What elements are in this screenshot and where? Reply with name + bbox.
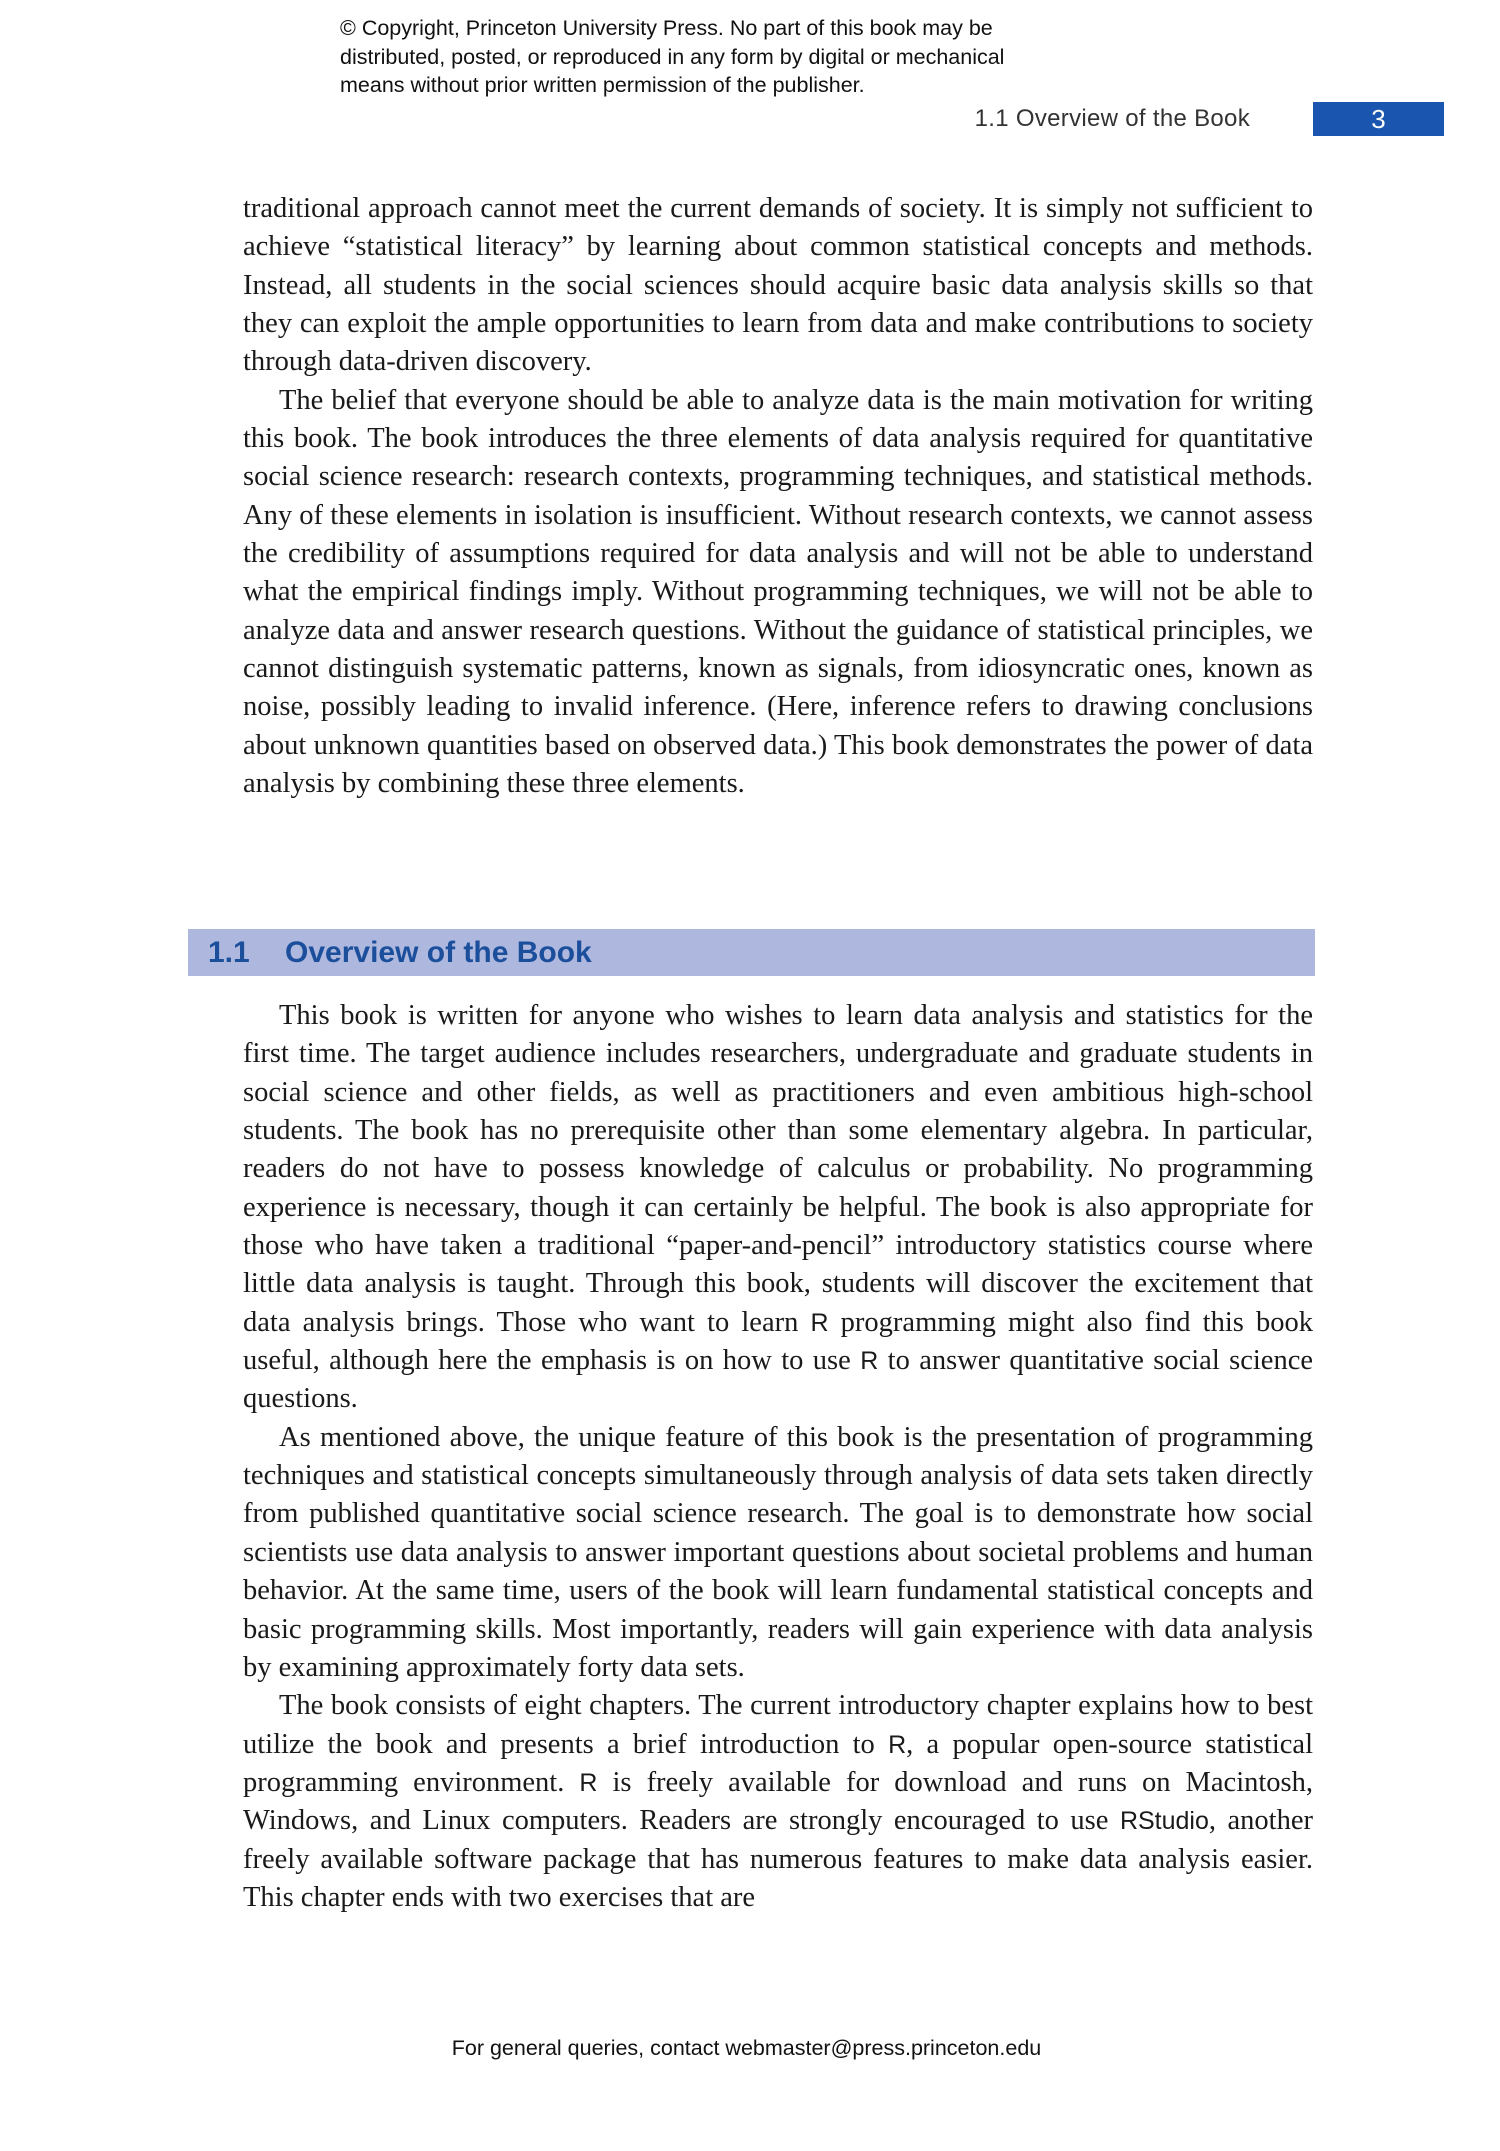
code-term: R bbox=[860, 1347, 879, 1376]
code-term: R bbox=[810, 1308, 829, 1337]
paragraph: As mentioned above, the unique feature of this book is the presentation of programming techniques and statistical concepts simultaneously through analysis of data sets taken directly from published quantitative social science research. The goal is to demonstrate how social scientists use data analysis to answer important questions about societal problems and human behavior. At the same time, users of the book will learn fundamental statistical concepts and basic programming skills. Most importantly, readers will gain experience with data analysis by examining approximately forty data sets. bbox=[243, 1421, 1313, 1683]
copyright-line: © Copyright, Princeton University Press. No part of this book may be bbox=[340, 16, 993, 40]
paragraph: This book is written for anyone who wishes to learn data analysis and statistics for the first time. The target audience includes researchers, undergraduate and graduate students in social science and other fields, as well as practitioners and even ambitious high-school students. The book has no prerequisite other than some elementary algebra. In particular, readers do not have to possess knowledge of calculus or probability. No programming experience is necessary, though it can certainly be helpful. The book is also appropriate for those who have taken a traditional “paper-and-pencil” introductory statistics course where little data analysis is taught. Through this book, students will discover the excitement that data analysis brings. Those who want to learn R programming might also find this book useful, although here the emphasis is on how to use R to answer quantitative social science questions. bbox=[243, 1000, 1314, 1415]
page-number: 3 bbox=[1313, 102, 1444, 136]
section-number: 1.1 bbox=[208, 936, 250, 969]
section-body bbox=[243, 997, 1313, 1917]
code-term: R bbox=[888, 1730, 907, 1759]
copyright-notice bbox=[340, 14, 1100, 100]
intro-text bbox=[243, 190, 1313, 804]
paragraph: The book consists of eight chapters. The current introductory chapter explains how to best utilize the book and presents a brief introduction to R, a popular open-source statistical programming environment. R is freely available for download and runs on Macintosh, Windows, and Linux computers. Readers are strongly encouraged to use RStudio, another freely available software package that has numerous features to make data analysis easier. This chapter ends with two exercises that are bbox=[243, 1690, 1314, 1913]
running-head: 1.1 Overview of the Book bbox=[974, 105, 1250, 132]
copyright-line: means without prior written permission of the publisher. bbox=[340, 73, 865, 97]
paragraph: The belief that everyone should be able to analyze data is the main motivation for writing this book. The book introduces the three elements of data analysis required for quantitative social science research: research contexts, programming techniques, and statistical methods. Any of these elements in isolation is insufficient. Without research contexts, we cannot assess the credibility of assumptions required for data analysis and will not be able to understand what the empirical findings imply. Without programming techniques, we will not be able to analyze data and answer research questions. Without the guidance of statistical principles, we cannot distinguish systematic patterns, known as signals, from idiosyncratic ones, known as noise, possibly leading to invalid inference. (Here, inference refers to drawing conclusions about unknown quantities based on observed data.) This book demonstrates the power of data analysis by combining these three elements. bbox=[243, 384, 1313, 800]
footer-contact: For general queries, contact webmaster@press.princeton.edu bbox=[451, 2036, 1042, 2060]
paragraph: traditional approach cannot meet the current demands of society. It is simply not sufficient to achieve “statistical literacy” by learning about common statistical concepts and methods. Instead, all students in the social sciences should acquire basic data analysis skills so that they can exploit the ample opportunities to learn from data and make contributions to society through data-driven discovery. bbox=[243, 193, 1313, 378]
section-heading bbox=[188, 929, 1315, 976]
code-term: RStudio bbox=[1119, 1807, 1209, 1836]
code-term: R bbox=[579, 1768, 598, 1797]
copyright-line: distributed, posted, or reproduced in any form by digital or mechanical bbox=[340, 44, 1005, 69]
section-title: Overview of the Book bbox=[285, 936, 592, 969]
